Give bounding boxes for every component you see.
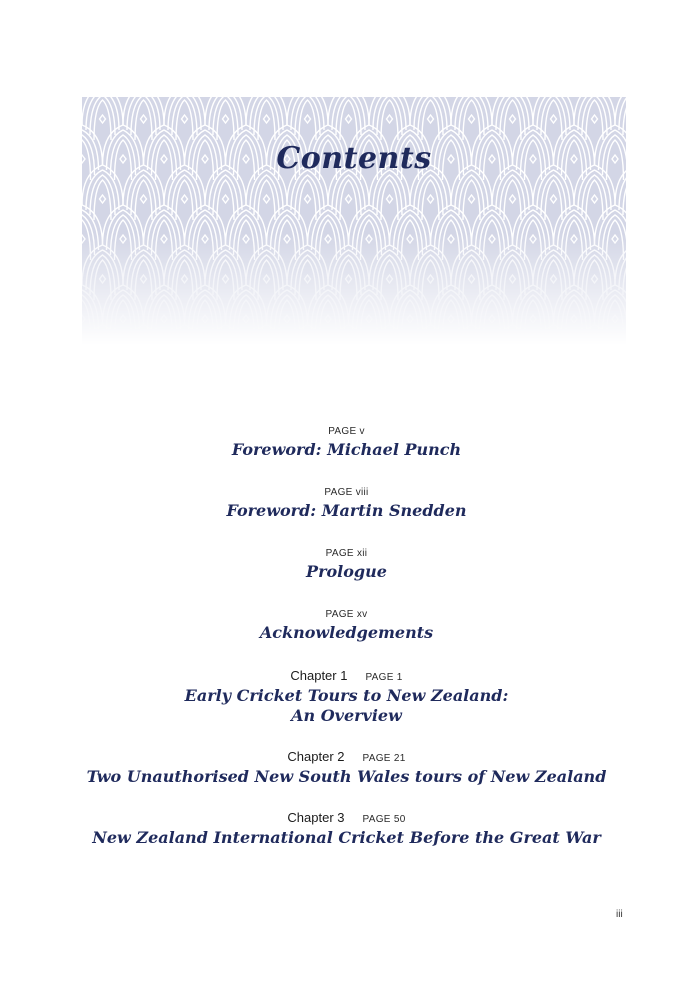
page-reference: PAGE 50 bbox=[362, 814, 406, 825]
page-reference: PAGE v bbox=[328, 426, 365, 437]
entry-title: Foreword: Michael Punch bbox=[231, 440, 462, 459]
page-reference: PAGE xv bbox=[325, 609, 368, 620]
page-reference: PAGE xii bbox=[325, 548, 368, 559]
entry-title: Foreword: Martin Snedden bbox=[226, 501, 467, 520]
chapter-label: Chapter 1 bbox=[290, 668, 348, 683]
entry-title: Two Unauthorised New South Wales tours of New Zealand bbox=[86, 767, 607, 786]
page-reference: PAGE viii bbox=[324, 487, 369, 498]
toc-entry-chapter-3[interactable] bbox=[0, 810, 693, 848]
entry-title-line-2: An Overview bbox=[291, 706, 402, 725]
page-title: Contents bbox=[276, 141, 432, 176]
toc-entry-foreword-punch[interactable] bbox=[0, 426, 693, 460]
entry-title: Prologue bbox=[306, 562, 387, 581]
entry-title bbox=[0, 686, 693, 726]
entry-title: New Zealand International Cricket Before the Great War bbox=[92, 828, 601, 847]
page-reference: PAGE 21 bbox=[362, 753, 406, 764]
contents-banner bbox=[82, 97, 626, 345]
toc-entry-foreword-snedden[interactable] bbox=[0, 487, 693, 521]
chapter-label: Chapter 3 bbox=[287, 810, 345, 825]
toc-entry-prologue[interactable] bbox=[0, 548, 693, 582]
chapter-label: Chapter 2 bbox=[287, 749, 345, 764]
toc-entry-chapter-2[interactable] bbox=[0, 749, 693, 787]
scale-pattern-background bbox=[82, 97, 626, 345]
chapter-heading bbox=[0, 810, 693, 826]
toc-entry-acknowledgements[interactable] bbox=[0, 609, 693, 643]
toc-entry-chapter-1[interactable] bbox=[0, 668, 693, 726]
chapter-heading bbox=[0, 668, 693, 684]
entry-title: Acknowledgements bbox=[259, 623, 434, 642]
entry-title-line-1: Early Cricket Tours to New Zealand: bbox=[184, 686, 509, 705]
page-number: iii bbox=[616, 909, 623, 920]
chapter-heading bbox=[0, 749, 693, 765]
page-reference: PAGE 1 bbox=[365, 672, 403, 683]
